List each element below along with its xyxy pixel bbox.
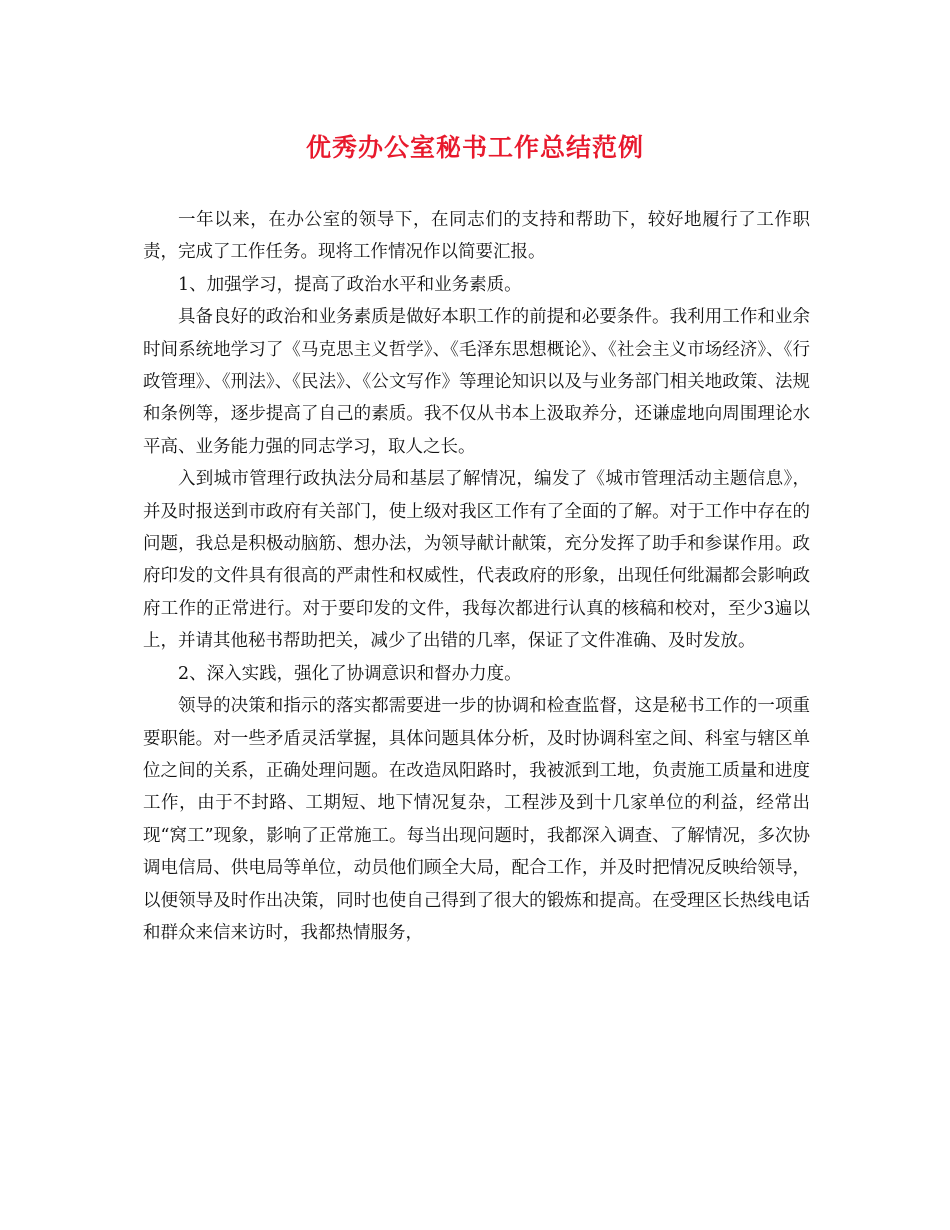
- paragraph: 入到城市管理行政执法分局和基层了解情况，编发了《城市管理活动主题信息》，并及时报送到市政府有关部门，使上级对我区工作有了全面的了解。对于工作中存在的问题，我总是积极动脑筋、想办法，为领导献计献策，充分发挥了助手和参谋作用。政府印发的文件具有很高的严肃性和权威性，代表政府的形象，出现任何纰漏都会影响政府工作的正常进行。对于要印发的文件，我每次都进行认真的核稿和校对，至少3遍以上，并请其他秘书帮助把关，减少了出错的几率，保证了文件准确、及时发放。: [143, 469, 810, 652]
- paragraph: 领导的决策和指示的落实都需要进一步的协调和检查监督，这是秘书工作的一项重要职能。对一些矛盾灵活掌握，具体问题具体分析，及时协调科室之间、科室与辖区单位之间的关系，正确处理问题。在改造凤阳路时，我被派到工地，负责施工质量和进度工作，由于不封路、工期短、地下情况复杂，工程涉及到十几家单位的利益，经常出现“窝工”现象，影响了正常施工。每当出现问题时，我都深入调查、了解情况，多次协调电信局、供电局等单位，动员他们顾全大局，配合工作，并及时把情况反映给领导，以便领导及时作出决策，同时也使自己得到了很大的锻炼和提高。在受理区长热线电话和群众来信来访时，我都热情服务，: [143, 696, 810, 943]
- document-body: [143, 204, 810, 949]
- paragraph: 一年以来，在办公室的领导下，在同志们的支持和帮助下，较好地履行了工作职责，完成了工作任务。现将工作情况作以简要汇报。: [143, 210, 810, 263]
- paragraph: 具备良好的政治和业务素质是做好本职工作的前提和必要条件。我利用工作和业余时间系统地学习了《马克思主义哲学》、《毛泽东思想概论》、《社会主义市场经济》、《行政管理》、《刑法》、《民法》、《公文写作》等理论知识以及与业务部门相关地政策、法规和条例等，逐步提高了自己的素质。我不仅从书本上汲取养分，还谦虚地向周围理论水平高、业务能力强的同志学习，取人之长。: [143, 307, 810, 457]
- section-heading: 1、加强学习，提高了政治水平和业务素质。: [178, 274, 522, 295]
- document-title: 优秀办公室秘书工作总结范例: [305, 133, 644, 162]
- section-heading: 2、深入实践，强化了协调意识和督办力度。: [178, 663, 522, 684]
